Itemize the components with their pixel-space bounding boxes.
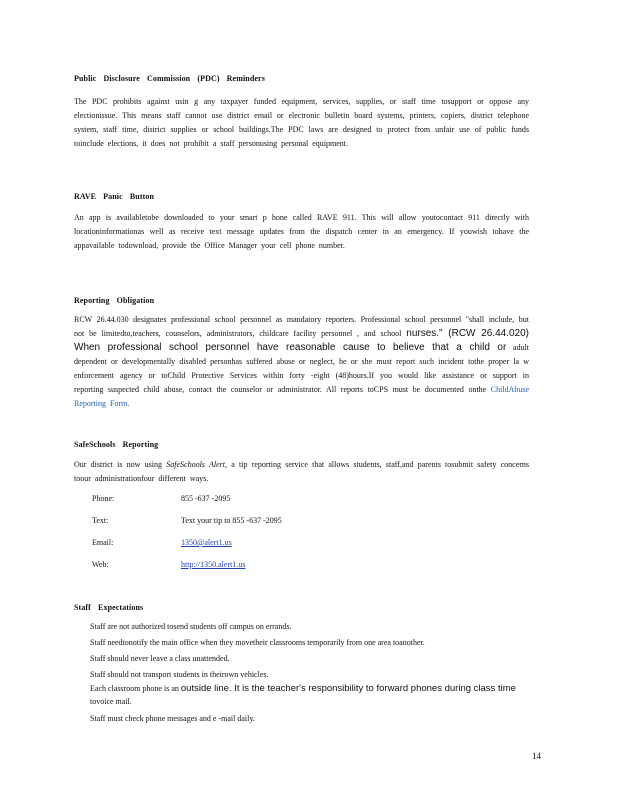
safeschools-alert-name: SafeSchools Alert, [166,460,227,469]
pdc-heading: Public Disclosure Commission (PDC) Reminders [74,74,265,83]
phone-value: 855 -637 -2095 [181,494,231,503]
staff-item-text: Staff needtonotify the main office when they movetheir classrooms temporarily from one area toanother. [90,638,425,647]
rave-heading: RAVE Panic Button [74,192,155,201]
staff-item [80,712,540,725]
reporting-text-a: RCW 26.44.030 designates professional school personnel as mandatory reporters. Professional school personnel "shall include, but not be limitedto,teachers, counselors, administrators, childcare facility personnel , and school [74,315,529,338]
text-value: Text your tip to 855 -637 -2095 [181,516,282,525]
page-number: 14 [532,751,541,761]
text-label: Text: [92,516,109,525]
safeschools-heading: SafeSchools Reporting [74,440,159,449]
pdc-paragraph: The PDC prohibits against usin g any taxpayer funded equipment, services, supplies, or staff time tosupport or oppose any electionissue. This means staff cannot use district email or electronic bulletin board systems, printers, copiers, district telephone system, staff time, district supplies or school buildings.The PDC laws are designed to protect from unfair use of public funds toinclude elections, it does not prohibit a staff personusing personal equipment. [74,97,529,148]
reporting-paragraph [74,313,529,411]
email-label: Email: [92,538,114,547]
safeschools-intro [74,458,529,486]
staff-item-text: Staff should not transport students in theirown vehicles. [90,670,269,679]
staff-item-text-a: Each classroom phone is an [90,684,179,693]
staff-item [80,652,540,665]
staff-item-text: Staff are not authorized tosend students off campus on errands. [90,622,292,631]
reporting-text-b: nurses." (RCW 26.44.020) When professional school personnel have reasonable cause to believe that a child or [74,328,529,353]
rave-paragraph: An app is availabletobe downloaded to your smart p hone called RAVE 911. This will allow youtocontact 911 directly with locationinformationas well as receive text message updates from the dispatch center in an emergency. If youwish tohave the appavailable todownload, provide the Office Manager your cell phone number. [74,213,529,250]
safeschools-intro-b: a tip reporting service that allows students, staff,and parents tosubmit safety concerns toour administrationfour different ways. [74,460,530,483]
web-label: Web: [92,560,109,569]
staff-item-text-b: outside line. It is the teacher's responsibility to forward phones during class time [180,683,516,694]
staff-item [80,620,540,633]
email-link[interactable]: 1350@alert1.us [181,538,232,547]
child-abuse-reporting-form-link[interactable]: ChildAbuse Reporting Form. [74,385,530,408]
staff-item-text: Staff must check phone messages and e -mail daily. [90,714,255,723]
reporting-heading: Reporting Obligation [74,296,155,305]
staff-item [80,682,540,708]
safeschools-intro-a: Our district is now using [74,460,163,469]
staff-item [80,636,540,649]
staff-item-text: Staff should never leave a class unattended. [90,654,230,663]
phone-label: Phone: [92,494,115,503]
staff-item-text-c: tovoice mail. [90,697,132,706]
reporting-text-c: adult dependent or developmentally disabled personhas suffered abuse or neglect, he or she must report such incident tothe proper la w enforcement agency or toChild Protective Services within forty -eight (48)hours.If you would like assistance or support in reporting suspected child abuse, contact the counselor or administrator. All reports toCPS must be documented onthe [74,343,530,394]
staff-item [80,668,540,681]
staff-heading: Staff Expectations [74,603,144,612]
web-link[interactable]: http://1350.alert1.us [181,560,246,569]
